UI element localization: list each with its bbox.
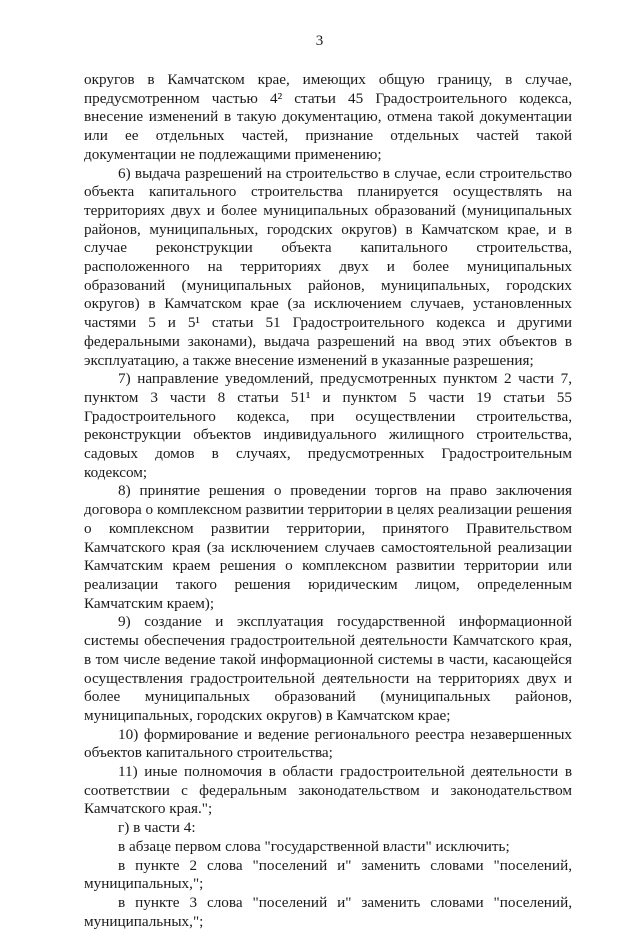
- paragraph-subitem-g: г) в части 4:: [118, 819, 196, 837]
- paragraph-abzac-first: в абзаце первом слова "государственной власти" исключить;: [118, 837, 510, 855]
- paragraph-item-6: 6) выдача разрешений на строительство в случае, если строительство объекта капитального строительства планируется осуществлять на территориях двух и более муниципальных образований (муниципальных районов, муниципальных, городских округов) в Камчатском крае, и в случае реконструкции объекта капитального строительства, расположенного на территориях двух и более муниципальных образований (муниципальных районов, муниципальных, городских округов) в Камчатском крае (за исключением случаев, установленных частями 5 и 5¹ статьи 51 Градостроительного кодекса и другими федеральными законами), выдача разрешений на ввод этих объектов в эксплуатацию, а также внесение изменений в указанные разрешения;: [84, 164, 572, 369]
- paragraph-item-11: 11) иные полномочия в области градостроительной деятельности в соответствии с федеральным законодательством и законодательством Камчатского края.";: [84, 763, 572, 818]
- paragraph-punkt-3: в пункте 3 слова "поселений и" заменить словами "поселений, муниципальных,";: [84, 893, 572, 930]
- paragraph-item-8: 8) принятие решения о проведении торгов на право заключения договора о комплексном развитии территории в целях реализации решения о комплексном развитии территории, принятого Правительством Камчатского края (за исключением случаев самостоятельной реализации Камчатским краем решения о комплексном развитии территории или реализации такого решения юридическим лицом, определенным Камчатским краем);: [84, 482, 573, 612]
- paragraph-intro: округов в Камчатском крае, имеющих общую границу, в случае, предусмотренном частью 4² статьи 45 Градостроительного кодекса, внесение изменений в такую документацию, отмена такой документации или ее отдельных частей, признание отдельных частей такой документации не подлежащими применению;: [84, 71, 572, 163]
- document-body: [84, 71, 572, 931]
- paragraph-item-10: 10) формирование и ведение регионального реестра незавершенных объектов капитального строительства;: [84, 725, 572, 762]
- paragraph-punkt-2: в пункте 2 слова "поселений и" заменить словами "поселений, муниципальных,";: [84, 856, 572, 893]
- paragraph-item-9: 9) создание и эксплуатация государственной информационной системы обеспечения градостроительной деятельности Камчатского края, в том числе ведение такой информационной системы в части, касающейся осуществления градостроительной деятельности на территориях двух и более муниципальных образований (муниципальных районов, муниципальных, городских округов) в Камчатском крае;: [84, 613, 572, 724]
- paragraph-item-7: 7) направление уведомлений, предусмотренных пунктом 2 части 7, пунктом 3 части 8 статьи 51¹ и пунктом 5 части 19 статьи 55 Градостроительного кодекса, при осуществлении строительства, реконструкции объектов индивидуального жилищного строительства, садовых домов в случаях, предусмотренных Градостроительным кодексом;: [84, 370, 572, 481]
- page-number: 3: [315, 33, 324, 49]
